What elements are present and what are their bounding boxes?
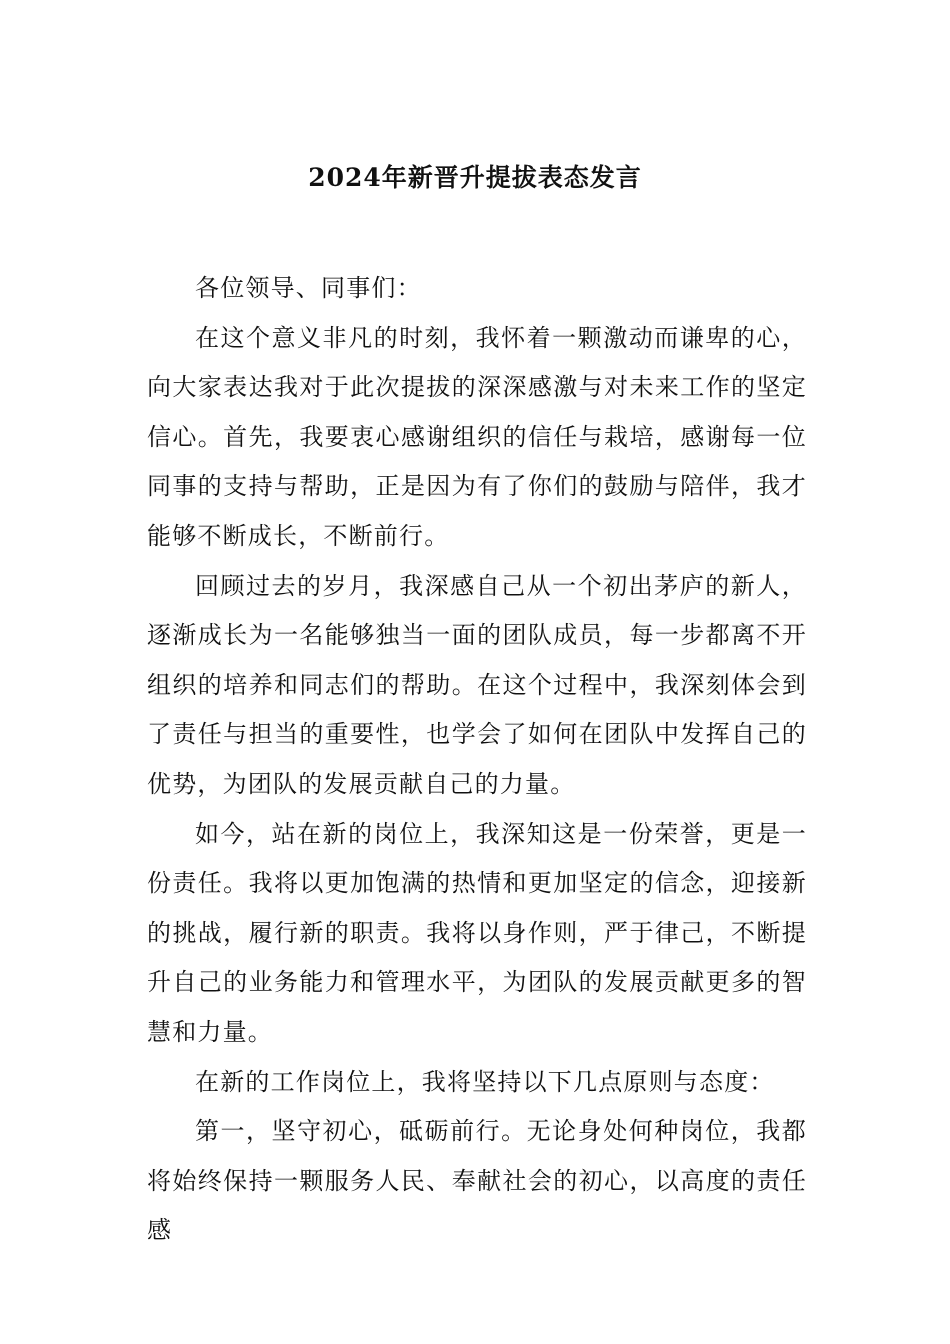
document-body: [147, 264, 807, 1256]
paragraph-principles-intro: 在新的工作岗位上，我将坚持以下几点原则与态度：: [195, 1067, 775, 1096]
paragraph-gratitude: 在这个意义非凡的时刻，我怀着一颗激动而谦卑的心，向大家表达我对于此次提拔的深深感激与对未来工作的坚定信心。首先，我要衷心感谢组织的信任与栽培，感谢每一位同事的支持与帮助，正是因为有了你们的鼓励与陪伴，我才能够不断成长，不断前行。: [147, 323, 807, 550]
paragraph-commitment: 如今，站在新的岗位上，我深知这是一份荣誉，更是一份责任。我将以更加饱满的热情和更加坚定的信念，迎接新的挑战，履行新的职责。我将以身作则，严于律己，不断提升自己的业务能力和管理水平，为团队的发展贡献更多的智慧和力量。: [147, 819, 807, 1046]
document-title: 2024年新晋升提拔表态发言: [308, 163, 642, 192]
paragraph-principle-one: 第一，坚守初心，砥砺前行。无论身处何种岗位，我都将始终保持一颗服务人民、奉献社会的初心，以高度的责任感: [147, 1117, 807, 1245]
paragraph-review: 回顾过去的岁月，我深感自己从一个初出茅庐的新人，逐渐成长为一名能够独当一面的团队成员，每一步都离不开组织的培养和同志们的帮助。在这个过程中，我深刻体会到了责任与担当的重要性，也学会了如何在团队中发挥自己的优势，为团队的发展贡献自己的力量。: [147, 571, 807, 798]
paragraph-salutation: 各位领导、同事们：: [195, 274, 422, 302]
